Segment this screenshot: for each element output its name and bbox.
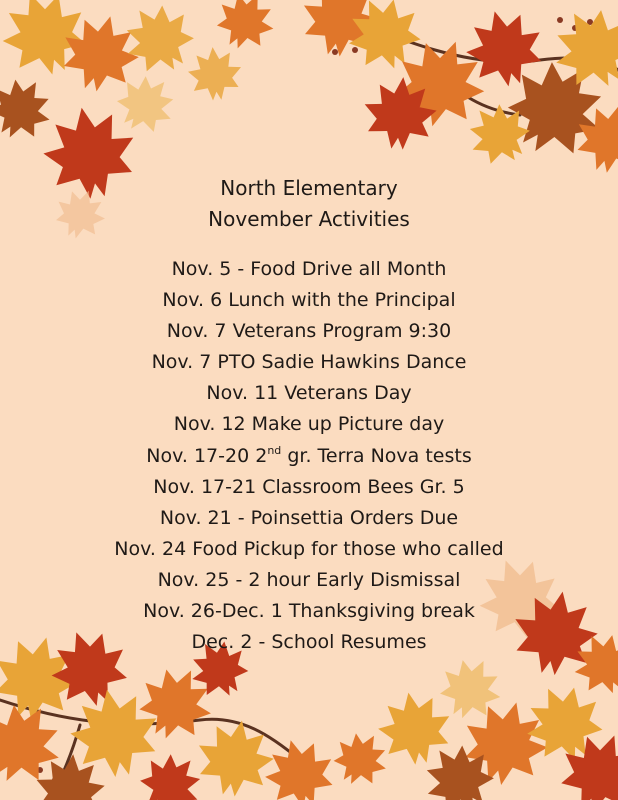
activity-item: Nov. 6 Lunch with the Principal — [162, 289, 456, 312]
flyer-subtitle: November Activities — [208, 207, 410, 231]
activity-text: gr. Terra Nova tests — [281, 444, 472, 467]
activity-text: Nov. 17-20 2 — [146, 444, 268, 467]
activity-item: Nov. 25 - 2 hour Early Dismissal — [157, 568, 461, 591]
activity-item: Nov. 12 Make up Picture day — [173, 413, 445, 436]
ordinal-suffix: nd — [267, 443, 282, 457]
activity-item: Nov. 17-21 Classroom Bees Gr. 5 — [153, 475, 465, 498]
activity-item: Nov. 21 - Poinsettia Orders Due — [159, 506, 459, 529]
activity-item: Nov. 7 Veterans Program 9:30 — [166, 320, 452, 343]
activity-item: Nov. 5 - Food Drive all Month — [171, 258, 447, 280]
flyer-header — [0, 173, 618, 235]
activity-item: Nov. 7 PTO Sadie Hawkins Dance — [151, 351, 467, 374]
activity-item: Nov. 26-Dec. 1 Thanksgiving break — [143, 600, 475, 623]
activities-list — [0, 254, 618, 658]
school-name: North Elementary — [220, 176, 398, 200]
activity-item: Dec. 2 - School Resumes — [191, 631, 427, 654]
activity-item: Nov. 24 Food Pickup for those who called — [114, 537, 504, 560]
activity-item — [0, 441, 618, 472]
activity-item: Nov. 11 Veterans Day — [206, 382, 412, 405]
